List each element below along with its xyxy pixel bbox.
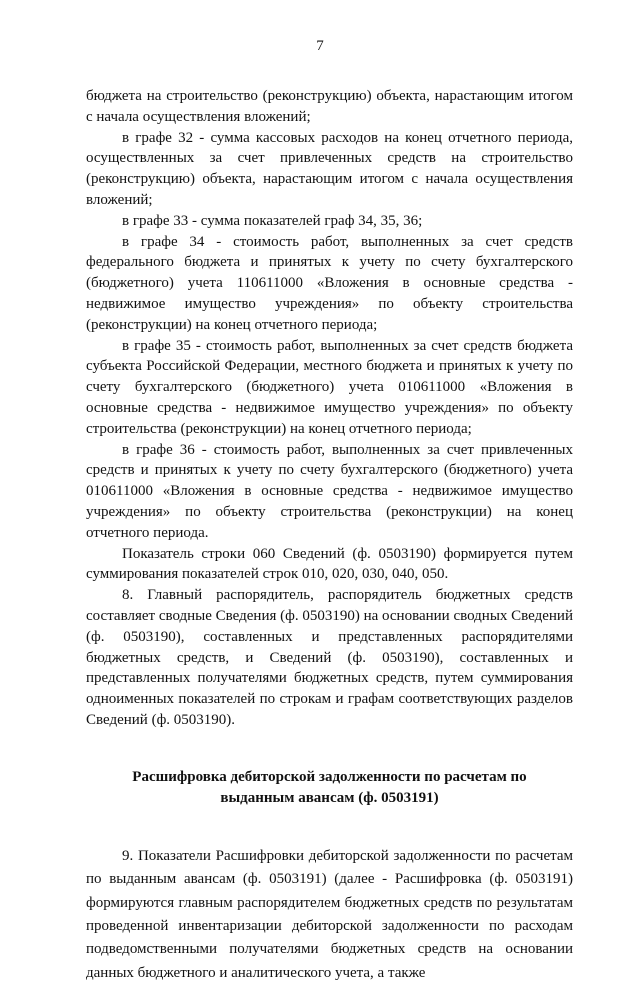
paragraph-continuation: бюджета на строительство (реконструкцию) объекта, нарастающим итогом с начала осуществления вложений; — [86, 88, 573, 125]
section-heading-line-1: Расшифровка дебиторской задолженности по расчетам по — [132, 768, 527, 785]
section-heading — [86, 767, 573, 809]
paragraph-column-33: в графе 33 - сумма показателей граф 34, 35, 36; — [122, 212, 423, 229]
paragraph-column-34: в графе 34 - стоимость работ, выполненных за счет средств федерального бюджета и принятых к учету по счету бухгалтерского (бюджетного) учета 110611000 «Вложения в основные средства - недвижимое имущество учреждения» по объекту строительства (реконструкции) на конец отчетного периода; — [86, 233, 573, 333]
paragraph-column-35: в графе 35 - стоимость работ, выполненных за счет средств бюджета субъекта Российской Федерации, местного бюджета и принятых к учету по счету бухгалтерского (бюджетного) учета 010611000 «Вложения в основные средства - недвижимое имущество учреждения» по объекту строительства (реконструкции) на конец отчетного периода; — [86, 337, 573, 437]
section-heading-line-2: выданным авансам (ф. 0503191) — [220, 789, 439, 806]
page-number: 7 — [316, 38, 324, 54]
paragraph-column-32: в графе 32 - сумма кассовых расходов на конец отчетного периода, осуществленных за счет привлеченных средств на строительство (реконструкцию) объекта, нарастающим итогом с начала осуществления вложений; — [86, 129, 573, 208]
paragraph-item-8: 8. Главный распорядитель, распорядитель бюджетных средств составляет сводные Сведения (ф. 0503190) на основании сводных Сведений (ф. 0503190), составленных и представленных распорядителями бюджетных средств, и Сведений (ф. 0503190), составленных и представленных получателями бюджетных средств, путем суммирования одноименных показателей по строкам и графам соответствующих разделов Сведений (ф. 0503190). — [86, 587, 573, 728]
paragraph-column-36: в графе 36 - стоимость работ, выполненных за счет привлеченных средств и принятых к учету по счету бухгалтерского (бюджетного) учета 010611000 «Вложения в основные средства - недвижимое имущество учреждения» по объекту строительства (реконструкции) на конец отчетного периода. — [86, 441, 573, 541]
document-body — [86, 86, 573, 985]
paragraph-row-060: Показатель строки 060 Сведений (ф. 0503190) формируется путем суммирования показателей строк 010, 020, 030, 040, 050. — [86, 545, 573, 583]
paragraph-item-9: 9. Показатели Расшифровки дебиторской задолженности по расчетам по выданным авансам (ф. 0503191) (далее - Расшифровка (ф. 0503191) формируются главным распорядителем бюджетных средств по результатам проведенной инвентаризации дебиторской задолженности по расходам подведомственными получателями бюджетных средств на основании данных бюджетного и аналитического учета, а также — [86, 847, 573, 981]
